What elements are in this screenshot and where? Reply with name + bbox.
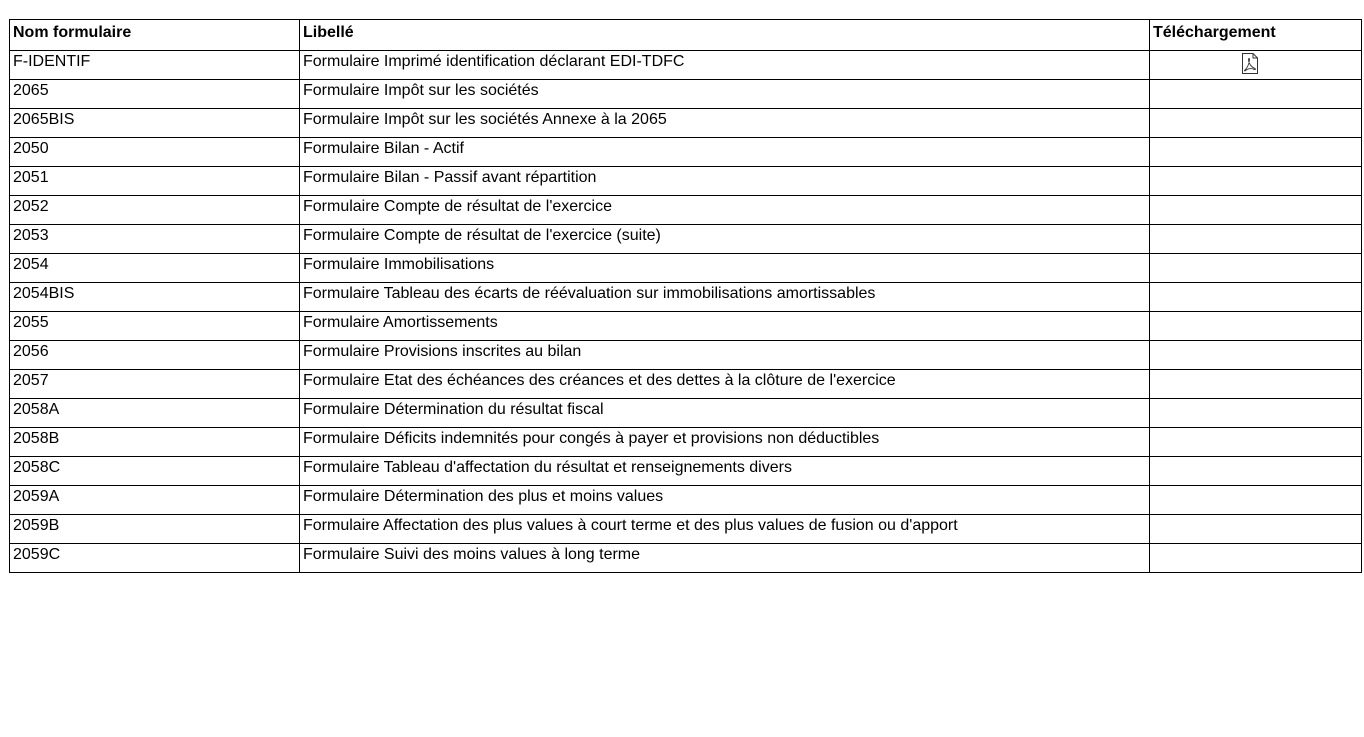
download-cell bbox=[1150, 254, 1362, 283]
form-label-cell: Formulaire Etat des échéances des créances et des dettes à la clôture de l'exercice bbox=[300, 370, 1150, 399]
table-row bbox=[10, 341, 1362, 370]
table-row bbox=[10, 312, 1362, 341]
download-cell bbox=[1150, 51, 1362, 80]
table-row bbox=[10, 283, 1362, 312]
form-label-cell: Formulaire Déficits indemnités pour congés à payer et provisions non déductibles bbox=[300, 428, 1150, 457]
form-code-cell: 2059B bbox=[10, 515, 300, 544]
table-row bbox=[10, 254, 1362, 283]
download-cell bbox=[1150, 80, 1362, 109]
download-cell bbox=[1150, 167, 1362, 196]
pdf-download-icon[interactable] bbox=[1241, 53, 1259, 74]
download-cell bbox=[1150, 544, 1362, 573]
table-row bbox=[10, 196, 1362, 225]
form-label-cell: Formulaire Bilan - Actif bbox=[300, 138, 1150, 167]
form-code-cell: 2058B bbox=[10, 428, 300, 457]
header-download: Téléchargement bbox=[1150, 20, 1362, 51]
download-cell bbox=[1150, 138, 1362, 167]
table-row bbox=[10, 370, 1362, 399]
form-code-cell: 2051 bbox=[10, 167, 300, 196]
download-cell bbox=[1150, 109, 1362, 138]
form-code-cell: 2057 bbox=[10, 370, 300, 399]
form-code-cell: 2053 bbox=[10, 225, 300, 254]
form-label-cell: Formulaire Affectation des plus values à court terme et des plus values de fusion ou d'apport bbox=[300, 515, 1150, 544]
form-label-cell: Formulaire Impôt sur les sociétés Annexe à la 2065 bbox=[300, 109, 1150, 138]
table-row bbox=[10, 138, 1362, 167]
table-row bbox=[10, 486, 1362, 515]
table-row bbox=[10, 399, 1362, 428]
table-row bbox=[10, 544, 1362, 573]
table-row bbox=[10, 51, 1362, 80]
form-code-cell: 2059C bbox=[10, 544, 300, 573]
form-code-cell: 2056 bbox=[10, 341, 300, 370]
form-label-cell: Formulaire Impôt sur les sociétés bbox=[300, 80, 1150, 109]
table-row bbox=[10, 225, 1362, 254]
form-label-cell: Formulaire Détermination des plus et moins values bbox=[300, 486, 1150, 515]
table-row bbox=[10, 515, 1362, 544]
download-cell bbox=[1150, 312, 1362, 341]
form-code-cell: 2058C bbox=[10, 457, 300, 486]
table-header-row bbox=[10, 20, 1362, 51]
download-cell bbox=[1150, 399, 1362, 428]
table-row bbox=[10, 457, 1362, 486]
download-cell bbox=[1150, 515, 1362, 544]
download-cell bbox=[1150, 196, 1362, 225]
form-label-cell: Formulaire Compte de résultat de l'exercice bbox=[300, 196, 1150, 225]
form-code-cell: 2058A bbox=[10, 399, 300, 428]
form-label-cell: Formulaire Immobilisations bbox=[300, 254, 1150, 283]
form-code-cell: 2065BIS bbox=[10, 109, 300, 138]
form-label-cell: Formulaire Suivi des moins values à long terme bbox=[300, 544, 1150, 573]
form-label-cell: Formulaire Détermination du résultat fiscal bbox=[300, 399, 1150, 428]
download-cell bbox=[1150, 370, 1362, 399]
download-cell bbox=[1150, 486, 1362, 515]
download-cell bbox=[1150, 283, 1362, 312]
table-row bbox=[10, 109, 1362, 138]
form-code-cell: F-IDENTIF bbox=[10, 51, 300, 80]
download-cell bbox=[1150, 225, 1362, 254]
form-code-cell: 2055 bbox=[10, 312, 300, 341]
form-code-cell: 2054BIS bbox=[10, 283, 300, 312]
form-label-cell: Formulaire Bilan - Passif avant répartition bbox=[300, 167, 1150, 196]
form-label-cell: Formulaire Imprimé identification déclarant EDI-TDFC bbox=[300, 51, 1150, 80]
form-label-cell: Formulaire Amortissements bbox=[300, 312, 1150, 341]
table-row bbox=[10, 80, 1362, 109]
header-form-name: Nom formulaire bbox=[10, 20, 300, 51]
form-code-cell: 2059A bbox=[10, 486, 300, 515]
download-cell bbox=[1150, 341, 1362, 370]
table-row bbox=[10, 167, 1362, 196]
download-cell bbox=[1150, 457, 1362, 486]
form-label-cell: Formulaire Provisions inscrites au bilan bbox=[300, 341, 1150, 370]
header-label: Libellé bbox=[300, 20, 1150, 51]
form-label-cell: Formulaire Compte de résultat de l'exercice (suite) bbox=[300, 225, 1150, 254]
form-label-cell: Formulaire Tableau d'affectation du résultat et renseignements divers bbox=[300, 457, 1150, 486]
forms-table bbox=[9, 19, 1362, 573]
download-cell bbox=[1150, 428, 1362, 457]
form-label-cell: Formulaire Tableau des écarts de réévaluation sur immobilisations amortissables bbox=[300, 283, 1150, 312]
form-code-cell: 2065 bbox=[10, 80, 300, 109]
form-code-cell: 2050 bbox=[10, 138, 300, 167]
form-code-cell: 2052 bbox=[10, 196, 300, 225]
forms-table-container bbox=[9, 19, 1362, 573]
table-row bbox=[10, 428, 1362, 457]
form-code-cell: 2054 bbox=[10, 254, 300, 283]
